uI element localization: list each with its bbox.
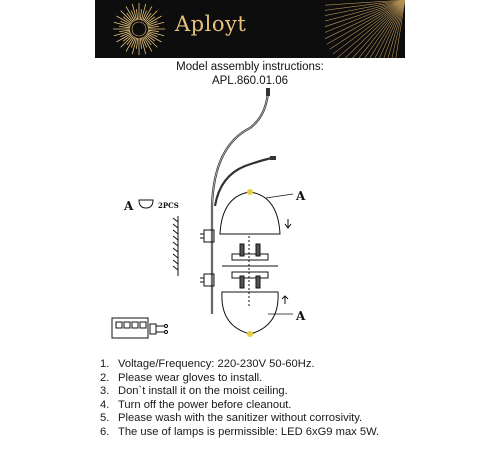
model-number: APL.860.01.06 [211,75,289,87]
down-arrow-icon [285,219,291,228]
wall-hatch [173,216,178,276]
rod-end-cap [266,88,270,96]
list-item: 2. Please wear gloves to install. [100,371,263,384]
callout-bottom: A [296,309,306,323]
terminal-block-icon [112,318,168,338]
title-block [0,60,500,88]
callout-top: A [296,189,306,203]
lower-shade [222,292,278,334]
part-quantity: 2PCS [158,201,179,210]
list-item: 6. The use of lamps is permissible: LED 6xG9 max 5W. [100,425,380,438]
callout-line-top [266,194,293,198]
instructions-list [100,358,379,440]
banner-rays-decoration [325,0,405,58]
list-item: 4. Turn off the power before cleanout. [100,398,292,411]
part-label: A [124,199,134,213]
brand-banner [95,0,405,58]
list-item: 5. Please wash with the sanitizer without corrosivity. [100,412,363,425]
assembly-diagram [0,86,500,352]
sunburst-icon [109,0,169,58]
list-item: 3. Don`t install it on the moist ceiling. [100,385,288,398]
rod-end-cap-2 [270,156,276,160]
instructions-title: Model assembly instructions: [176,61,324,73]
upper-bulb-marker [247,189,253,195]
shade-part-icon [139,200,153,208]
list-item: 1. Voltage/Frequency: 220-230V 50-60Hz. [100,358,315,370]
central-fixture [222,236,278,306]
brand-name: Aployt [175,12,247,36]
lower-bulb-marker [247,331,253,337]
up-arrow-icon [282,296,288,304]
upper-shade [220,192,280,234]
